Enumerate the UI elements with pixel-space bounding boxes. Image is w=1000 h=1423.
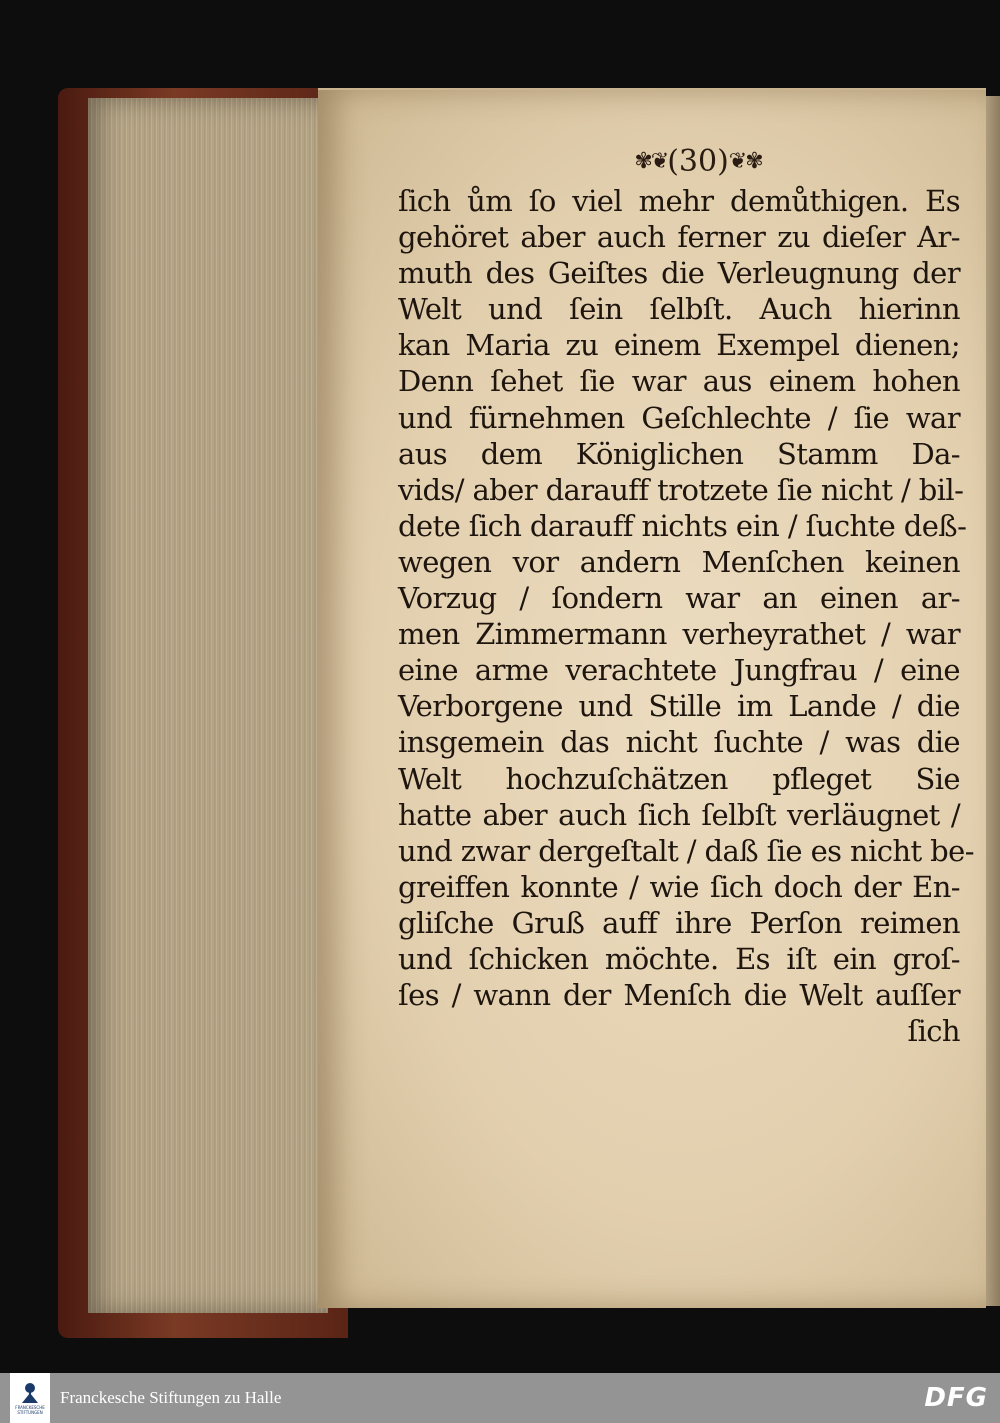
text-line: ſich ům ſo viel mehr demůthigen. Es bbox=[398, 184, 960, 218]
logo-text: FRANCKESCHE STIFTUNGEN bbox=[15, 1405, 45, 1415]
footer-bar bbox=[0, 1373, 1000, 1423]
sun-eagle-icon bbox=[19, 1381, 41, 1405]
text-line: aus dem Königlichen Stamm Da- bbox=[398, 436, 960, 471]
text-line: kan Maria zu einem Exempel dienen; bbox=[398, 328, 960, 363]
text-line: wegen vor andern Menſchen keinen bbox=[398, 544, 960, 579]
text-line: und zwar dergeſtalt / daß ſie es nicht be- bbox=[398, 833, 974, 868]
left-ornament: ✾❦ bbox=[634, 148, 668, 174]
institution-name[interactable]: Franckesche Stiftungen zu Halle bbox=[60, 1388, 282, 1407]
text-line: hatte aber auch ſich ſelbſt verläugnet / bbox=[398, 797, 960, 832]
text-line: Verborgene und Stille im Lande / die bbox=[398, 689, 960, 724]
text-line: insgemein das nicht ſuchte / was die bbox=[398, 725, 960, 760]
text-line: und fürnehmen Geſchlechte / ſie war bbox=[398, 400, 960, 435]
page-text bbox=[398, 183, 974, 1049]
text-line: dete ſich darauff nichts ein / ſuchte deß- bbox=[398, 508, 967, 543]
text-line: muth des Geiſtes die Verleugnung der bbox=[398, 256, 960, 291]
page-edges bbox=[88, 98, 328, 1313]
page-number-header bbox=[598, 141, 798, 181]
text-line: eine arme verachtete Jungfrau / eine bbox=[398, 653, 960, 688]
text-line: Vorzug / ſondern war an einen ar- bbox=[398, 581, 960, 616]
text-line: gliſche Gruß auff ihre Perſon reimen bbox=[398, 905, 960, 940]
text-line: Welt hochzuſchätzen pfleget Sie bbox=[398, 761, 960, 796]
text-line: gehöret aber auch ferner zu dieſer Ar- bbox=[398, 220, 960, 255]
institution-logo[interactable] bbox=[10, 1373, 50, 1423]
text-line: men Zimmermann verheyrathet / war bbox=[398, 617, 960, 652]
dfg-logo[interactable]: DFG bbox=[924, 1383, 988, 1413]
text-line: und ſchicken möchte. Es iſt ein groſ- bbox=[398, 941, 960, 976]
page-number: (30) bbox=[667, 143, 729, 179]
text-line: Welt und ſein ſelbſt. Auch hierinn bbox=[398, 292, 960, 327]
text-line: ſes / wann der Menſch die Welt auſſer bbox=[398, 978, 960, 1013]
text-line: Denn ſehet ſie war aus einem hohen bbox=[398, 364, 960, 399]
right-ornament: ❦✾ bbox=[728, 148, 762, 174]
catchword: ſich bbox=[907, 1014, 960, 1049]
text-line: vids/ aber darauff trotzete ſie nicht / bil- bbox=[398, 472, 964, 507]
text-line: greiffen konnte / wie ſich doch der En- bbox=[398, 869, 960, 904]
